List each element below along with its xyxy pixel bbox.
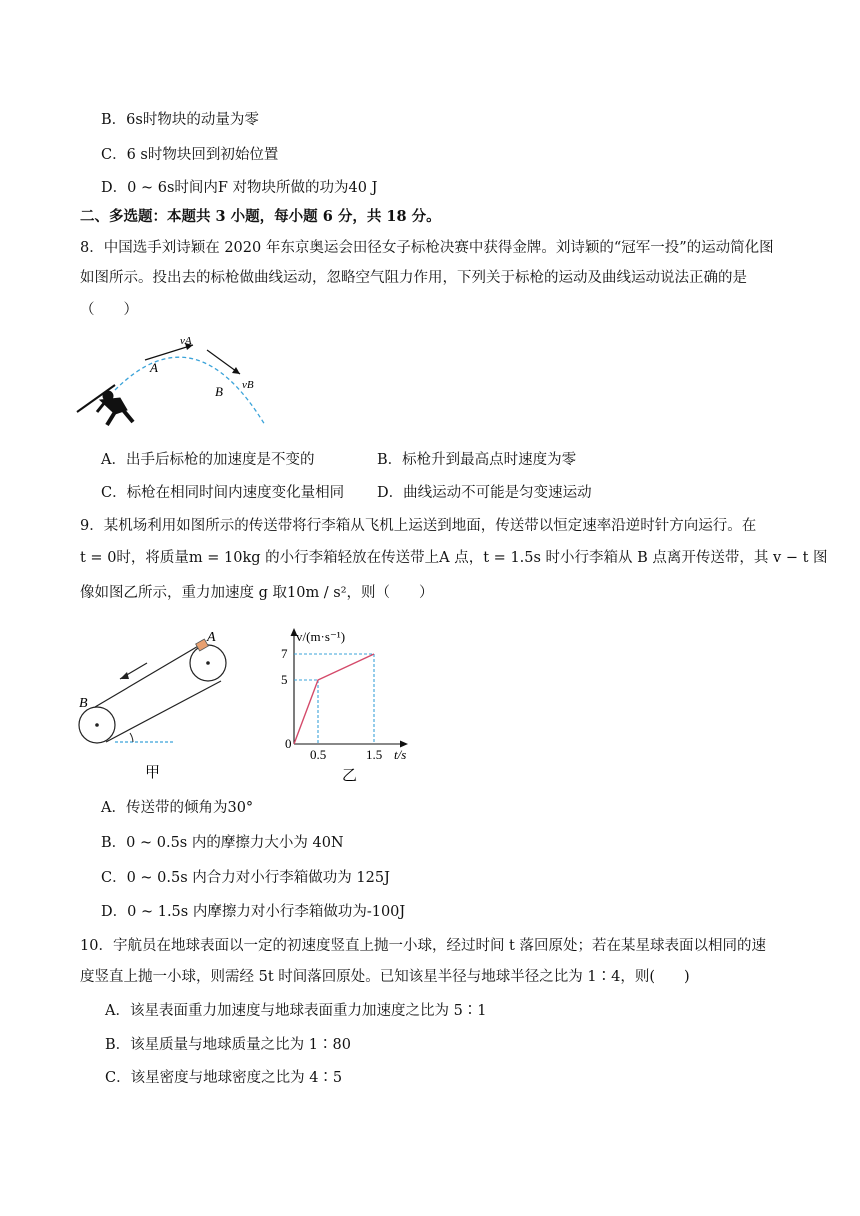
q10-option-a: A．该星表面重力加速度与地球表面重力加速度之比为 5∶1 <box>105 1003 487 1019</box>
vt-graph <box>272 622 422 787</box>
q8-stem-line1: 8．中国选手刘诗颖在 2020 年东京奥运会田径女子标枪决赛中获得金牌。刘诗颖的“冠军一投”的运动简化图 <box>80 240 774 256</box>
q9-option-b: B．0 ~ 0.5s 内的摩擦力大小为 40N <box>101 835 344 851</box>
section-heading-multiple-choice: 二、多选题：本题共 3 小题，每小题 6 分，共 18 分。 <box>80 208 441 225</box>
y-axis-label: v/(m·s⁻¹) <box>296 629 346 644</box>
origin-label: 0 <box>285 736 292 751</box>
javelin-figure <box>75 330 275 430</box>
q7-option-d: D．0 ~ 6s时间内F 对物块所做的功为40 J <box>101 180 378 196</box>
trajectory-curve <box>115 357 265 425</box>
conveyor-belt-figure <box>75 625 265 785</box>
velocity-b-arrowhead <box>232 367 240 374</box>
q10-option-c: C．该星密度与地球密度之比为 4∶5 <box>105 1070 343 1086</box>
q8-option-d: D．曲线运动不可能是匀变速运动 <box>377 485 592 501</box>
q9-option-d: D．0 ~ 1.5s 内摩擦力对小行李箱做功为-100J <box>101 904 406 920</box>
point-a-label: A <box>150 360 158 375</box>
x-tick-15: 1.5 <box>366 747 383 762</box>
point-b-label: B <box>215 384 223 399</box>
q8-stem-line3: （ ） <box>80 302 138 318</box>
q10-stem-line2: 度竖直上抛一小球，则需经 5t 时间落回原处。已知该星半径与地球半径之比为 1∶4，则( ) <box>80 969 690 985</box>
athlete-silhouette <box>77 385 133 425</box>
q10-option-b: B．该星质量与地球质量之比为 1∶80 <box>105 1037 351 1053</box>
q9-stem-line3: 像如图乙所示，重力加速度 g 取10m / s²，则（ ） <box>80 585 434 601</box>
q10-stem-line1: 10．宇航员在地球表面以一定的初速度竖直上抛一小球，经过时间 t 落回原处；若在某星球表面以相同的速 <box>80 938 766 954</box>
belt-top <box>95 645 200 707</box>
q8-option-c: C．标枪在相同时间内速度变化量相同 <box>101 485 345 501</box>
q8-option-b: B．标枪升到最高点时速度为零 <box>377 452 577 468</box>
q8-stem-line2: 如图所示。投出去的标枪做曲线运动，忽略空气阻力作用，下列关于标枪的运动及曲线运动说法正确的是 <box>80 270 747 286</box>
y-tick-5: 5 <box>281 672 288 687</box>
velocity-curve <box>294 654 374 744</box>
velocity-a-label: vA <box>180 335 192 347</box>
q8-option-a: A．出手后标枪的加速度是不变的 <box>101 452 315 468</box>
q7-option-c: C．6 s时物块回到初始位置 <box>101 147 279 163</box>
q7-option-b: B．6s时物块的动量为零 <box>101 112 259 128</box>
belt-point-a-label: A <box>207 630 216 645</box>
figure-yi-caption: 乙 <box>342 768 358 784</box>
x-axis-label: t/s <box>394 747 407 762</box>
q9-stem-line1: 9．某机场利用如图所示的传送带将行李箱从飞机上运送到地面，传送带以恒定速率沿逆时针方向运行。在 <box>80 518 757 534</box>
y-tick-7: 7 <box>281 646 288 661</box>
x-tick-05: 0.5 <box>310 747 327 762</box>
incline-angle-arc <box>130 733 133 742</box>
q9-option-c: C．0 ~ 0.5s 内合力对小行李箱做功为 125J <box>101 870 390 886</box>
q9-option-a: A．传送带的倾角为30° <box>101 800 254 816</box>
figure-jia-caption: 甲 <box>145 765 161 781</box>
belt-point-b-label: B <box>79 696 88 711</box>
velocity-b-label: vB <box>242 379 254 391</box>
q9-stem-line2: t = 0时，将质量m = 10kg 的小行李箱轻放在传送带上A 点，t = 1.5s 时小行李箱从 B 点离开传送带，其 v − t 图 <box>80 550 828 566</box>
